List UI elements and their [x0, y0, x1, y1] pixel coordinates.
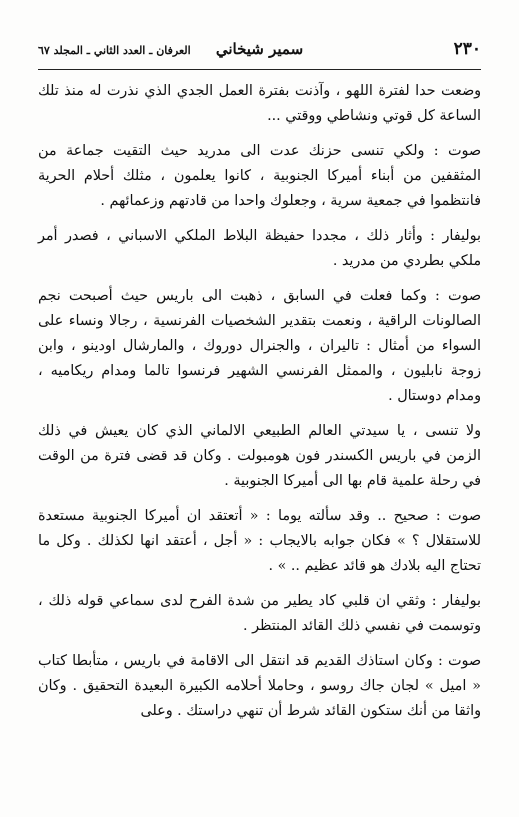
paragraph-8: صوت : وكان استاذك القديم قد انتقل الى الاقامة في باريس ، متأبطا كتاب « اميل » لجان جاك روسو ، وحاملا أحلامه الكبيرة البعيدة التحقيق . وكان واثقا من أنك ستكون القائد شرط أن تنهي دراستك . وعلى	[38, 653, 481, 719]
page-number: ٢٣٠	[453, 39, 481, 59]
header-divider	[38, 69, 481, 70]
body-text	[38, 79, 481, 724]
paragraph-5: ولا تنسى ، يا سيدتي العالم الطبيعي الالماني الذي كان يعيش في ذلك الزمن في باريس الكسندر فون هومبولت . وكان قد قضى فترة من الوقت في رحلة علمية قام بها الى أميركا الجنوبية .	[38, 423, 481, 489]
paragraph-7: بوليفار : وثقي ان قلبي كاد يطير من شدة الفرح لدى سماعي قوله ذلك ، وتوسمت في نفسي ذلك القائد المنتظر .	[38, 593, 481, 634]
running-header	[38, 36, 481, 66]
paragraph-6: صوت : صحيح .. وقد سألته يوما : « أتعتقد ان أميركا الجنوبية مستعدة للاستقلال ؟ » فكان جوابه بالايجاب : « أجل ، أعتقد انها لكذلك . وكل ما تحتاج اليه بلادك هو قائد عظيم .. » .	[38, 508, 481, 574]
journal-issue: العرفان ـ العدد الثاني ـ المجلد ٦٧	[38, 44, 191, 57]
paragraph-1: وضعت حدا لفترة اللهو ، وآذنت بفترة العمل الجدي الذي نذرت له منذ تلك الساعة كل قوتي ونشاطي ووقتي ...	[38, 83, 481, 124]
paragraph-2: صوت : ولكي تنسى حزنك عدت الى مدريد حيث التقيت جماعة من المثقفين من أبناء أميركا الجنوبية ، كانوا يعلمون ، مثلك أحلام الحرية فانتظموا في جمعية سرية ، وجعلوك واحدا من قادتهم وزعمائهم .	[38, 143, 481, 209]
paragraph-3: بوليفار : وأثار ذلك ، مجددا حفيظة البلاط الملكي الاسباني ، فصدر أمر ملكي بطردي من مدريد .	[38, 228, 481, 269]
paragraph-4: صوت : وكما فعلت في السابق ، ذهبت الى باريس حيث أصبحت نجم الصالونات الراقية ، ونعمت بتقدير الشخصيات الفرنسية ، رجالا ونساء على السواء من أمثال : تاليران ، والجنرال دوروك ، والمارشال اودينو ، وابن زوجة نابليون ، والممثل الفرنسي الشهير فرنسوا تالما ومدام ريكاميه ، ومدام دوستال .	[38, 288, 481, 404]
author-name: سمير شيخاني	[215, 40, 304, 58]
